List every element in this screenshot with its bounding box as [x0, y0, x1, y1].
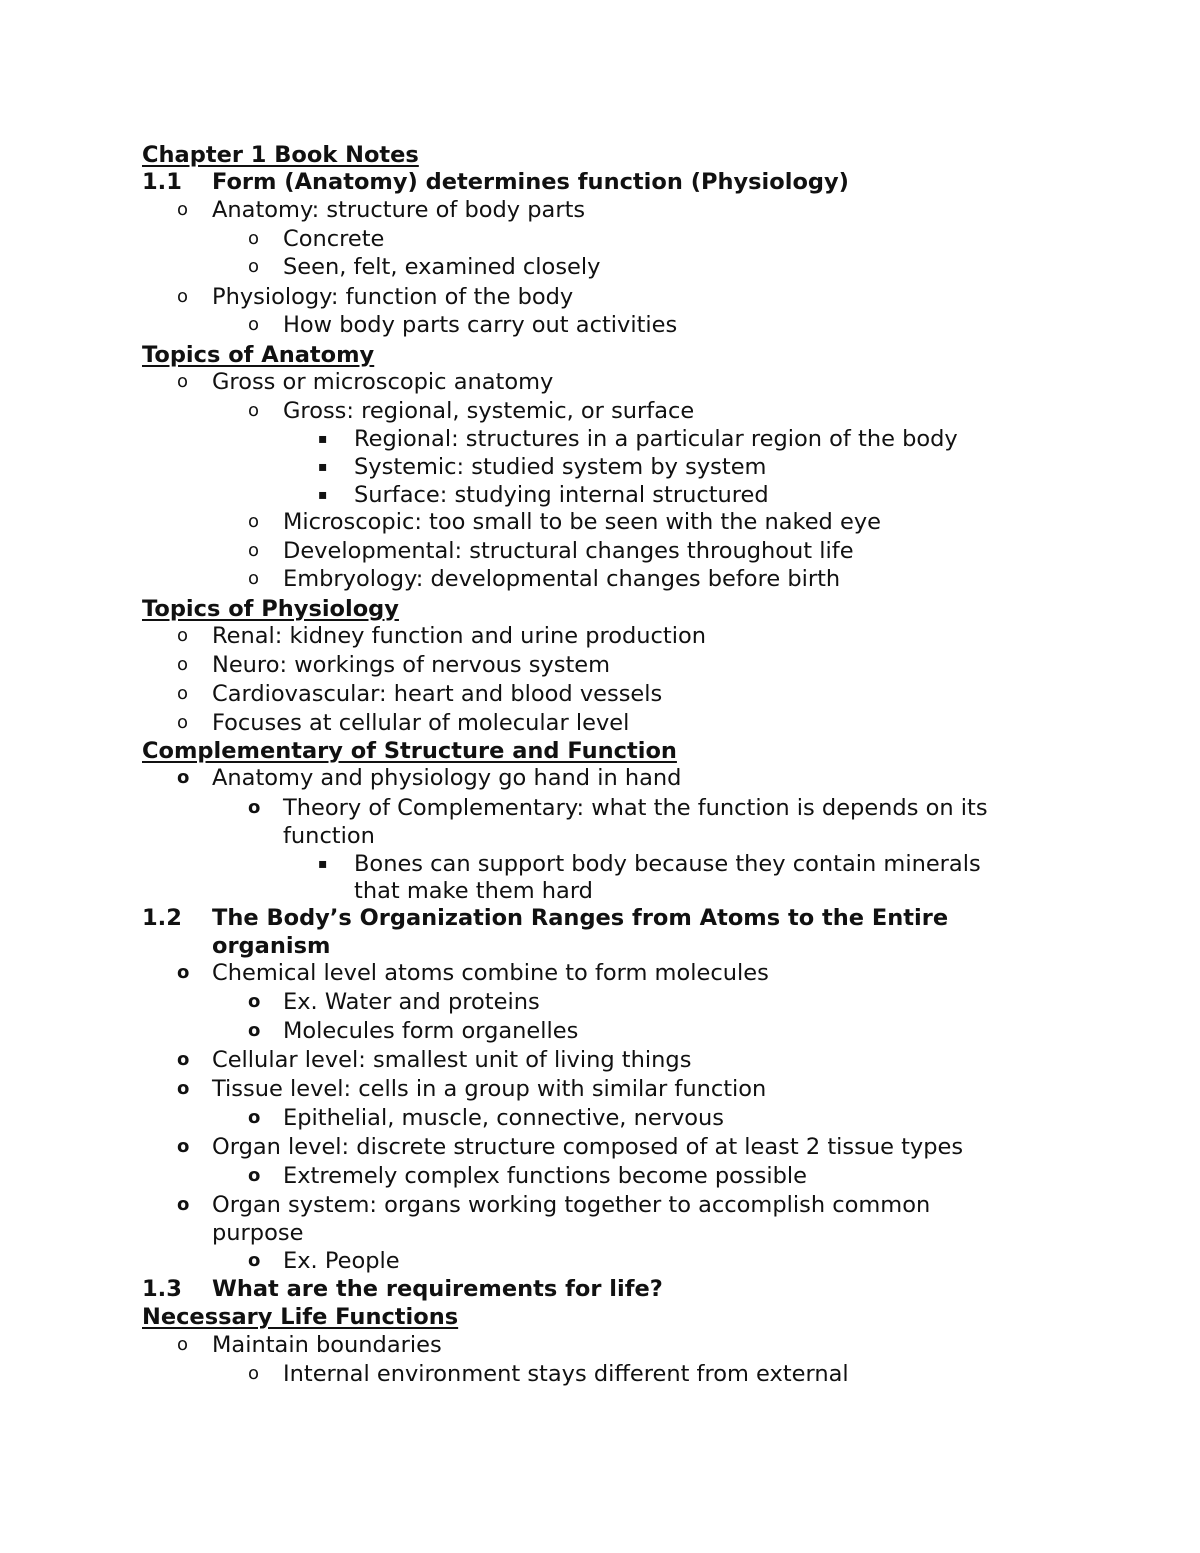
hollow-bullet: o — [177, 1136, 190, 1157]
section-number-1-2: 1.2 — [142, 905, 182, 931]
list-item: Gross or microscopic anatomy — [212, 369, 554, 395]
section-heading-1-2: The Body’s Organization Ranges from Atoms to the Entire — [212, 905, 949, 931]
list-item: Ex. People — [283, 1248, 400, 1274]
square-bullet: ▪ — [318, 487, 328, 503]
heading-topics-of-physiology: Topics of Physiology — [142, 596, 399, 622]
list-item: Epithelial, muscle, connective, nervous — [283, 1105, 725, 1131]
list-item: How body parts carry out activities — [283, 312, 678, 338]
hollow-bullet: o — [177, 683, 189, 704]
hollow-bullet: o — [248, 797, 261, 818]
hollow-bullet: o — [248, 1020, 261, 1041]
hollow-bullet: o — [177, 1334, 189, 1355]
list-item: Organ level: discrete structure composed of at least 2 tissue types — [212, 1134, 964, 1160]
list-item: Surface: studying internal structured — [354, 482, 769, 508]
square-bullet: ▪ — [318, 459, 328, 475]
section-heading-1-1: Form (Anatomy) determines function (Physiology) — [212, 169, 849, 195]
hollow-bullet: o — [248, 568, 260, 589]
hollow-bullet: o — [177, 199, 189, 220]
list-item: Anatomy: structure of body parts — [212, 197, 586, 223]
list-item: Regional: structures in a particular region of the body — [354, 426, 958, 452]
list-item-continuation: that make them hard — [354, 878, 593, 904]
hollow-bullet: o — [177, 654, 189, 675]
list-item: Ex. Water and proteins — [283, 989, 540, 1015]
list-item: Cellular level: smallest unit of living things — [212, 1047, 692, 1073]
list-item: Microscopic: too small to be seen with the naked eye — [283, 509, 881, 535]
hollow-bullet: o — [177, 371, 189, 392]
hollow-bullet: o — [248, 314, 260, 335]
hollow-bullet: o — [177, 286, 189, 307]
hollow-bullet: o — [248, 400, 260, 421]
hollow-bullet: o — [248, 1107, 261, 1128]
hollow-bullet: o — [248, 1363, 260, 1384]
list-item: Anatomy and physiology go hand in hand — [212, 765, 682, 791]
hollow-bullet: o — [248, 511, 260, 532]
list-item: Systemic: studied system by system — [354, 454, 767, 480]
section-heading-1-2-continuation: organism — [212, 933, 331, 959]
square-bullet: ▪ — [318, 856, 328, 872]
hollow-bullet: o — [177, 962, 190, 983]
list-item-continuation: function — [283, 823, 375, 849]
list-item: Organ system: organs working together to accomplish common — [212, 1192, 931, 1218]
list-item: Internal environment stays different from external — [283, 1361, 849, 1387]
heading-topics-of-anatomy: Topics of Anatomy — [142, 342, 375, 368]
square-bullet: ▪ — [318, 431, 328, 447]
hollow-bullet: o — [248, 991, 261, 1012]
list-item: Physiology: function of the body — [212, 284, 574, 310]
list-item: Molecules form organelles — [283, 1018, 579, 1044]
hollow-bullet: o — [248, 228, 260, 249]
list-item-continuation: purpose — [212, 1220, 304, 1246]
list-item: Focuses at cellular of molecular level — [212, 710, 630, 736]
list-item: Neuro: workings of nervous system — [212, 652, 611, 678]
list-item: Tissue level: cells in a group with similar function — [212, 1076, 767, 1102]
hollow-bullet: o — [177, 712, 189, 733]
list-item: Theory of Complementary: what the function is depends on its — [283, 795, 988, 821]
hollow-bullet: o — [177, 1049, 190, 1070]
hollow-bullet: o — [248, 256, 260, 277]
section-number-1-1: 1.1 — [142, 169, 182, 195]
list-item: Embryology: developmental changes before birth — [283, 566, 841, 592]
hollow-bullet: o — [177, 1194, 190, 1215]
section-number-1-3: 1.3 — [142, 1276, 182, 1302]
list-item: Extremely complex functions become possible — [283, 1163, 808, 1189]
hollow-bullet: o — [248, 1250, 261, 1271]
hollow-bullet: o — [248, 540, 260, 561]
list-item: Gross: regional, systemic, or surface — [283, 398, 695, 424]
hollow-bullet: o — [248, 1165, 261, 1186]
hollow-bullet: o — [177, 767, 190, 788]
hollow-bullet: o — [177, 625, 189, 646]
heading-complementary: Complementary of Structure and Function — [142, 738, 677, 764]
section-heading-1-3: What are the requirements for life? — [212, 1276, 663, 1302]
list-item: Bones can support body because they contain minerals — [354, 851, 981, 877]
document-title: Chapter 1 Book Notes — [142, 142, 419, 168]
list-item: Developmental: structural changes throughout life — [283, 538, 854, 564]
list-item: Seen, felt, examined closely — [283, 254, 601, 280]
list-item: Concrete — [283, 226, 385, 252]
hollow-bullet: o — [177, 1078, 190, 1099]
list-item: Chemical level atoms combine to form molecules — [212, 960, 769, 986]
list-item: Cardiovascular: heart and blood vessels — [212, 681, 663, 707]
heading-necessary-life-functions: Necessary Life Functions — [142, 1304, 459, 1330]
list-item: Renal: kidney function and urine production — [212, 623, 707, 649]
list-item: Maintain boundaries — [212, 1332, 442, 1358]
